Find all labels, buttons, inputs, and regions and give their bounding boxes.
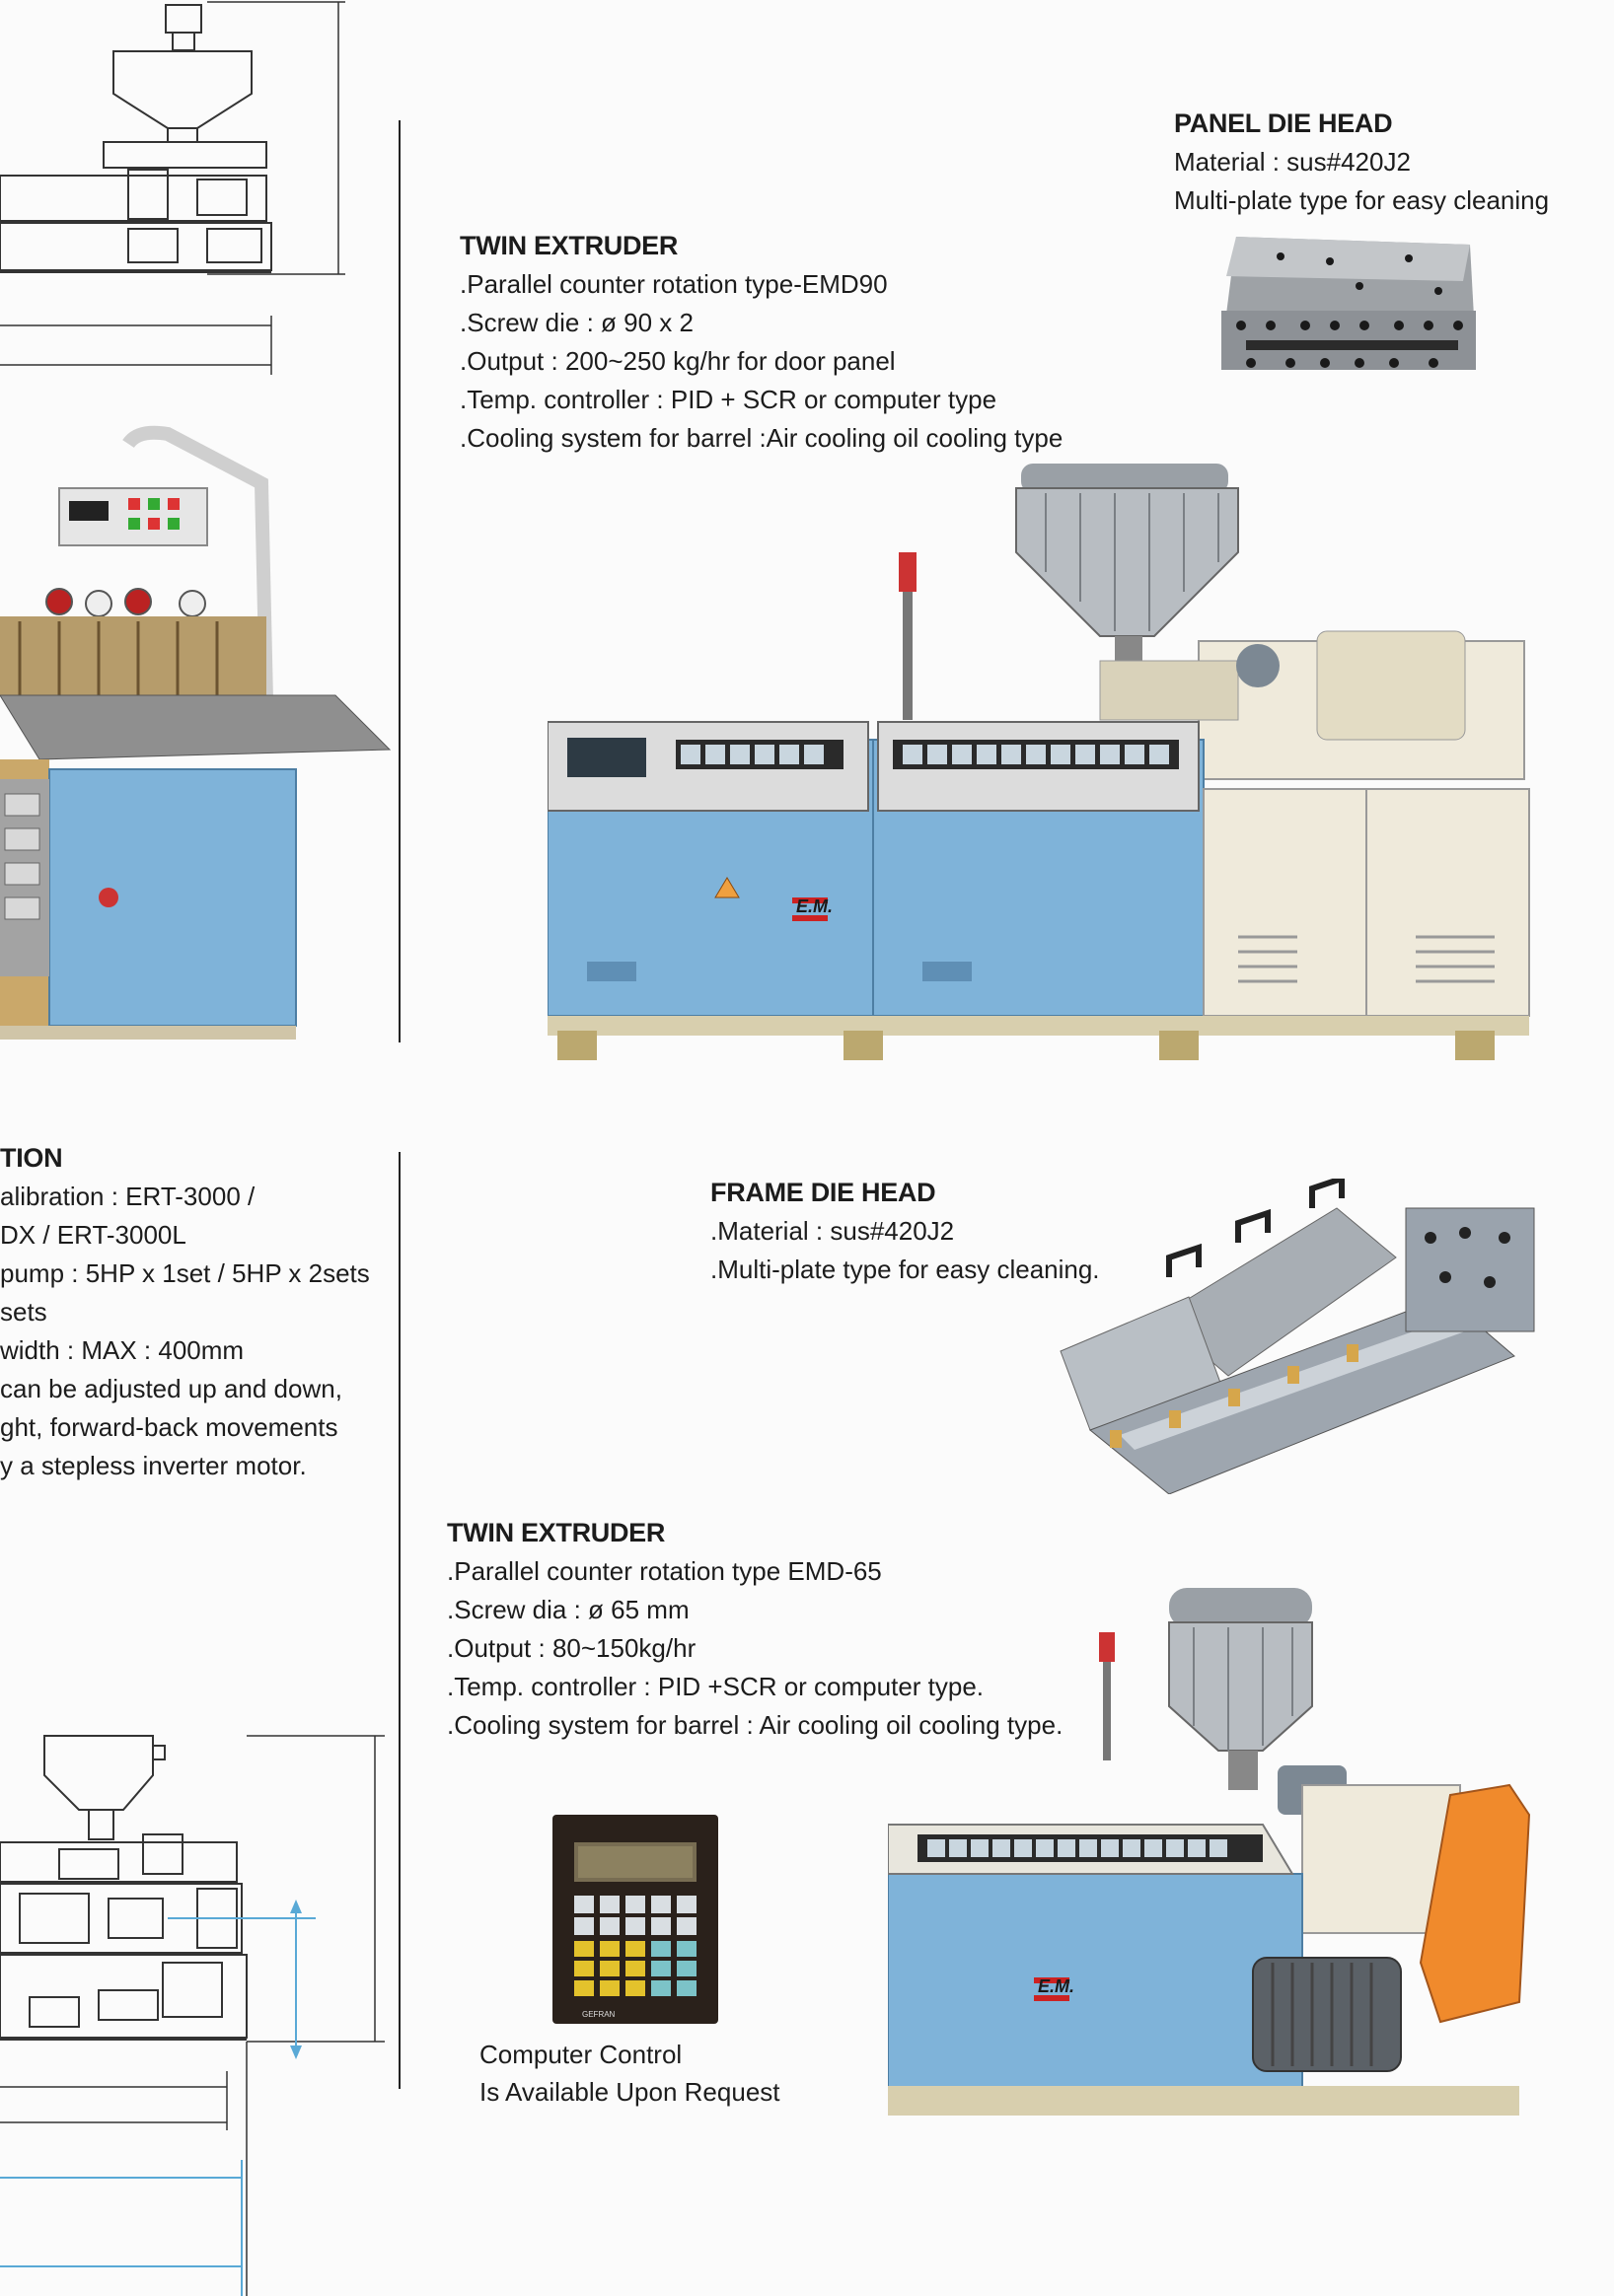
keypad-brand: GEFRAN <box>582 2010 616 2019</box>
calibration-title: TION <box>0 1143 63 1173</box>
computer-control-caption <box>479 2036 780 2111</box>
spec-line: .Screw dia : ø 65 mm <box>447 1595 690 1624</box>
spec-line: .Cooling system for barrel : Air cooling oil cooling type. <box>447 1710 1064 1740</box>
spec-line: y a stepless inverter motor. <box>0 1451 307 1480</box>
spec-line: width : MAX : 400mm <box>0 1335 245 1365</box>
caption-line: Computer Control <box>479 2040 683 2069</box>
twin-extruder-emd90-photo <box>548 464 1534 1070</box>
spec-line: .Temp. controller : PID +SCR or computer type. <box>447 1672 985 1701</box>
twin-extruder-emd65-photo <box>888 1588 1539 2120</box>
spec-line: .Cooling system for barrel :Air cooling oil cooling type <box>460 423 1064 453</box>
frame-die-head-title: FRAME DIE HEAD <box>710 1178 936 1207</box>
twin-extruder-emd90-spec <box>460 227 1063 458</box>
extruder-front-view-drawing <box>0 1726 395 2296</box>
calibration-spec-cropped <box>0 1139 370 1485</box>
column-divider-top <box>399 120 401 1042</box>
frame-die-head-spec <box>710 1174 1100 1289</box>
spec-line: .Screw die : ø 90 x 2 <box>460 308 694 337</box>
spec-line: alibration : ERT-3000 / <box>0 1182 256 1211</box>
em-logo-text: E.M. <box>796 897 834 916</box>
spec-line: .Output : 200~250 kg/hr for door panel <box>460 346 896 376</box>
caption-line: Is Available Upon Request <box>479 2077 780 2107</box>
twin-extruder-title: TWIN EXTRUDER <box>447 1518 666 1547</box>
panel-die-head-title: PANEL DIE HEAD <box>1174 108 1393 138</box>
spec-line: .Output : 80~150kg/hr <box>447 1633 697 1663</box>
extruder-side-view-drawing <box>0 0 355 385</box>
frame-die-head-photo <box>1051 1179 1544 1494</box>
calibration-table-photo <box>0 424 395 1045</box>
spec-line: .Material : sus#420J2 <box>710 1216 955 1246</box>
computer-control-keypad-photo <box>552 1815 720 2027</box>
spec-line: can be adjusted up and down, <box>0 1374 342 1403</box>
spec-line: pump : 5HP x 1set / 5HP x 2sets <box>0 1258 370 1288</box>
em-logo-text: E.M. <box>1038 1976 1075 1996</box>
spec-line: .Parallel counter rotation type-EMD90 <box>460 269 888 299</box>
twin-extruder-title: TWIN EXTRUDER <box>460 231 679 260</box>
spec-line: Multi-plate type for easy cleaning <box>1174 185 1550 215</box>
spec-line: .Parallel counter rotation type EMD-65 <box>447 1556 882 1586</box>
panel-die-head-photo <box>1211 237 1478 390</box>
panel-die-head-spec <box>1174 105 1549 220</box>
spec-line: .Multi-plate type for easy cleaning. <box>710 1255 1100 1284</box>
spec-line: .Temp. controller : PID + SCR or computer type <box>460 385 997 414</box>
spec-line: ght, forward-back movements <box>0 1412 338 1442</box>
spec-line: sets <box>0 1297 47 1327</box>
spec-line: Material : sus#420J2 <box>1174 147 1411 177</box>
column-divider-bottom <box>399 1152 401 2089</box>
spec-line: DX / ERT-3000L <box>0 1220 186 1250</box>
